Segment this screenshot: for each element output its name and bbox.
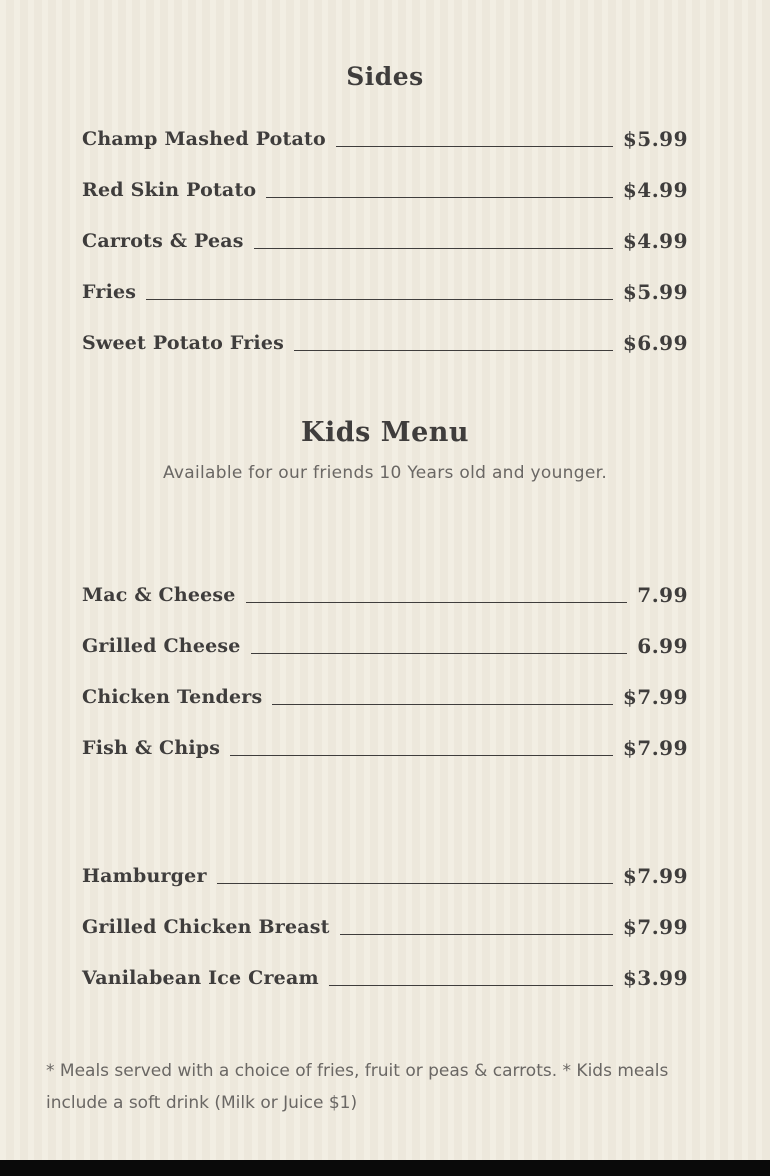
menu-item — [82, 627, 688, 657]
menu-item — [82, 908, 688, 938]
menu-item — [82, 959, 688, 989]
menu-item — [82, 273, 688, 303]
leader-line — [230, 755, 613, 756]
item-name: Chicken Tenders — [82, 686, 263, 708]
item-price: $5.99 — [622, 127, 688, 151]
menu-item — [82, 171, 688, 201]
menu-item — [82, 857, 688, 887]
item-name: Hamburger — [82, 865, 207, 887]
leader-line — [329, 985, 613, 986]
bottom-bar — [0, 1160, 770, 1176]
item-price: 6.99 — [637, 634, 688, 658]
footnote: * Meals served with a choice of fries, fruit or peas & carrots. * Kids meals include a soft drink (Milk or Juice $1) — [46, 1061, 669, 1113]
item-name: Red Skin Potato — [82, 179, 257, 201]
item-price: $7.99 — [622, 685, 688, 709]
item-name: Grilled Cheese — [82, 635, 241, 657]
leader-line — [336, 146, 613, 147]
item-name: Fries — [82, 281, 137, 303]
leader-line — [217, 883, 613, 884]
item-price: $7.99 — [622, 915, 688, 939]
item-price: $5.99 — [622, 280, 688, 304]
item-price: $7.99 — [622, 736, 688, 760]
item-price: $6.99 — [622, 331, 688, 355]
item-price: $3.99 — [622, 966, 688, 990]
menu-item — [82, 120, 688, 150]
menu-item — [82, 222, 688, 252]
item-price: $7.99 — [622, 864, 688, 888]
item-name: Champ Mashed Potato — [82, 128, 326, 150]
leader-line — [251, 653, 628, 654]
kids-menu-title: Kids Menu — [300, 417, 470, 448]
leader-line — [340, 934, 613, 935]
leader-line — [266, 197, 613, 198]
item-name: Grilled Chicken Breast — [82, 916, 330, 938]
menu-item — [82, 729, 688, 759]
leader-line — [254, 248, 613, 249]
menu-item — [82, 576, 688, 606]
leader-line — [146, 299, 613, 300]
item-name: Mac & Cheese — [82, 584, 236, 606]
sides-title: Sides — [346, 62, 424, 91]
menu-item — [82, 678, 688, 708]
leader-line — [272, 704, 613, 705]
item-name: Vanilabean Ice Cream — [82, 967, 319, 989]
leader-line — [294, 350, 613, 351]
item-name: Sweet Potato Fries — [82, 332, 285, 354]
menu-item — [82, 324, 688, 354]
item-name: Fish & Chips — [82, 737, 221, 759]
item-price: 7.99 — [637, 583, 688, 607]
leader-line — [246, 602, 628, 603]
item-price: $4.99 — [622, 229, 688, 253]
item-price: $4.99 — [622, 178, 688, 202]
kids-menu-subtitle: Available for our friends 10 Years old and younger. — [162, 463, 608, 483]
item-name: Carrots & Peas — [82, 230, 244, 252]
